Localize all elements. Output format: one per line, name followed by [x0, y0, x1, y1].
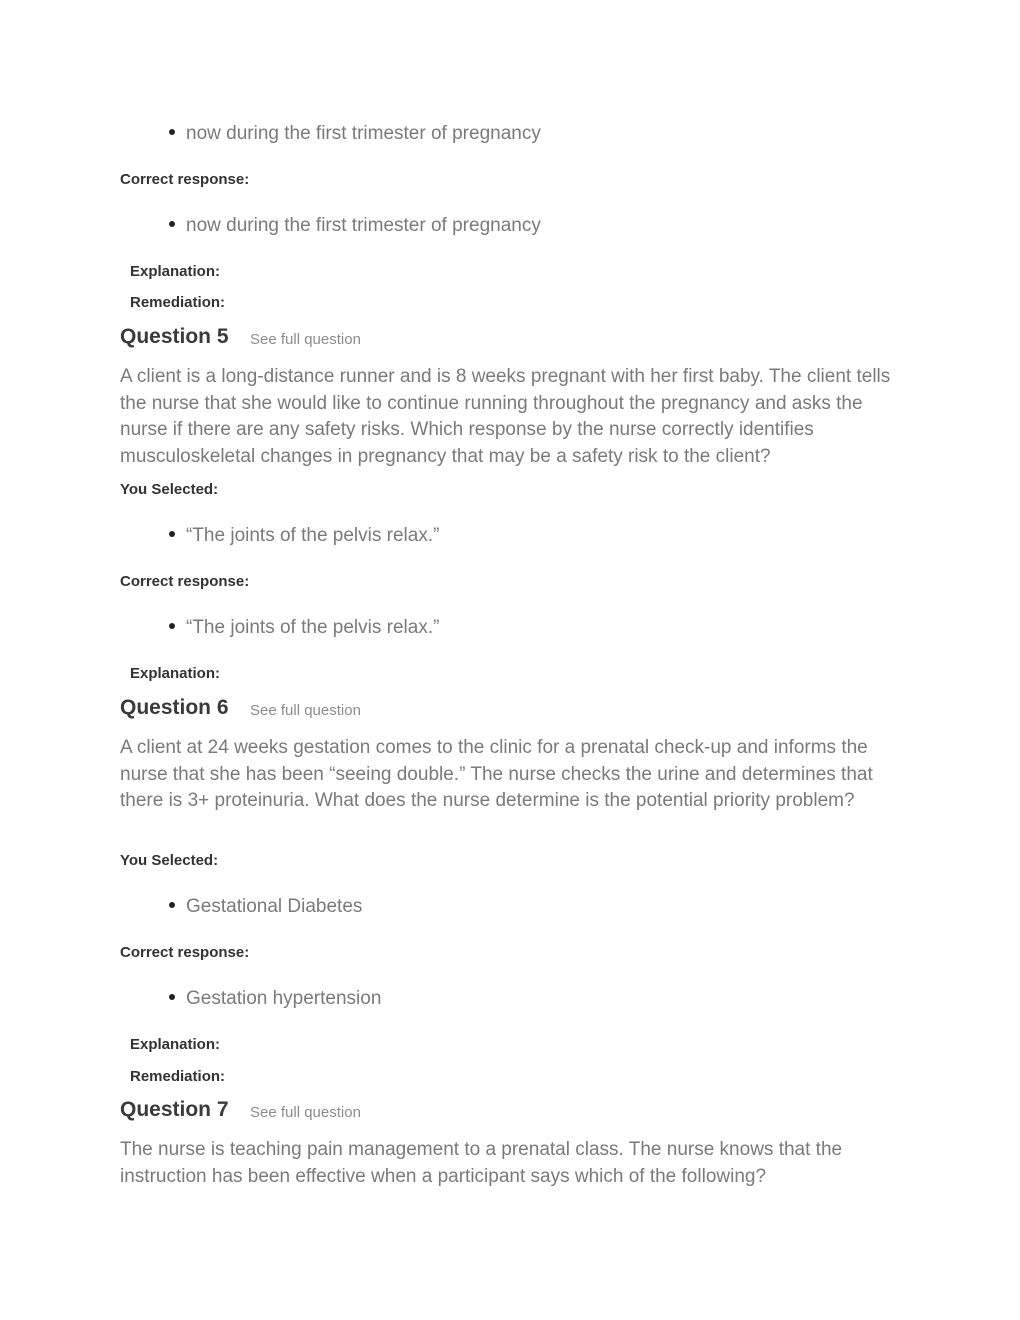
see-full-question-link[interactable]: See full question [250, 331, 361, 348]
bullet-icon [169, 129, 175, 135]
remediation-label: Remediation: [130, 294, 226, 311]
correct-answer: now during the first trimester of pregnancy [186, 215, 541, 236]
bullet-icon [169, 994, 175, 1000]
selected-answer: “The joints of the pelvis relax.” [186, 525, 440, 546]
bullet-icon [169, 221, 175, 227]
remediation-label: Remediation: [130, 1068, 226, 1085]
correct-response-label: Correct response: [120, 171, 250, 188]
selected-answer: Gestational Diabetes [186, 896, 363, 917]
question-5-text: A client is a long-distance runner and is 8 weeks pregnant with her first baby. The client tells the nurse that she would like to continue running throughout the pregnancy and asks the nurse if there are any safety risks. Which response by the nurse correctly identifies musculoskeletal changes in pregnancy that may be a safety risk to the client? [120, 366, 891, 467]
correct-answer: Gestation hypertension [186, 988, 382, 1009]
bullet-icon [169, 902, 175, 908]
selected-answer: now during the first trimester of pregnancy [186, 123, 541, 144]
question-7-title: Question 7 [120, 1098, 229, 1121]
explanation-label: Explanation: [130, 665, 221, 682]
correct-response-label: Correct response: [120, 944, 250, 961]
bullet-icon [169, 623, 175, 629]
see-full-question-link[interactable]: See full question [250, 702, 361, 719]
question-6-title: Question 6 [120, 696, 229, 719]
bullet-icon [169, 531, 175, 537]
correct-answer: “The joints of the pelvis relax.” [186, 617, 440, 638]
question-6-text: A client at 24 weeks gestation comes to the clinic for a prenatal check-up and informs the nurse that she has been “seeing double.” The nurse checks the urine and determines that there is 3+ proteinuria. What does the nurse determine is the potential priority problem? [120, 737, 873, 811]
you-selected-label: You Selected: [120, 852, 219, 869]
question-5-title: Question 5 [120, 325, 229, 348]
see-full-question-link[interactable]: See full question [250, 1104, 361, 1121]
explanation-label: Explanation: [130, 263, 221, 280]
question-7-text: The nurse is teaching pain management to a prenatal class. The nurse knows that the instruction has been effective when a participant says which of the following? [120, 1139, 843, 1187]
explanation-label: Explanation: [130, 1036, 221, 1053]
correct-response-label: Correct response: [120, 573, 250, 590]
you-selected-label: You Selected: [120, 481, 219, 498]
